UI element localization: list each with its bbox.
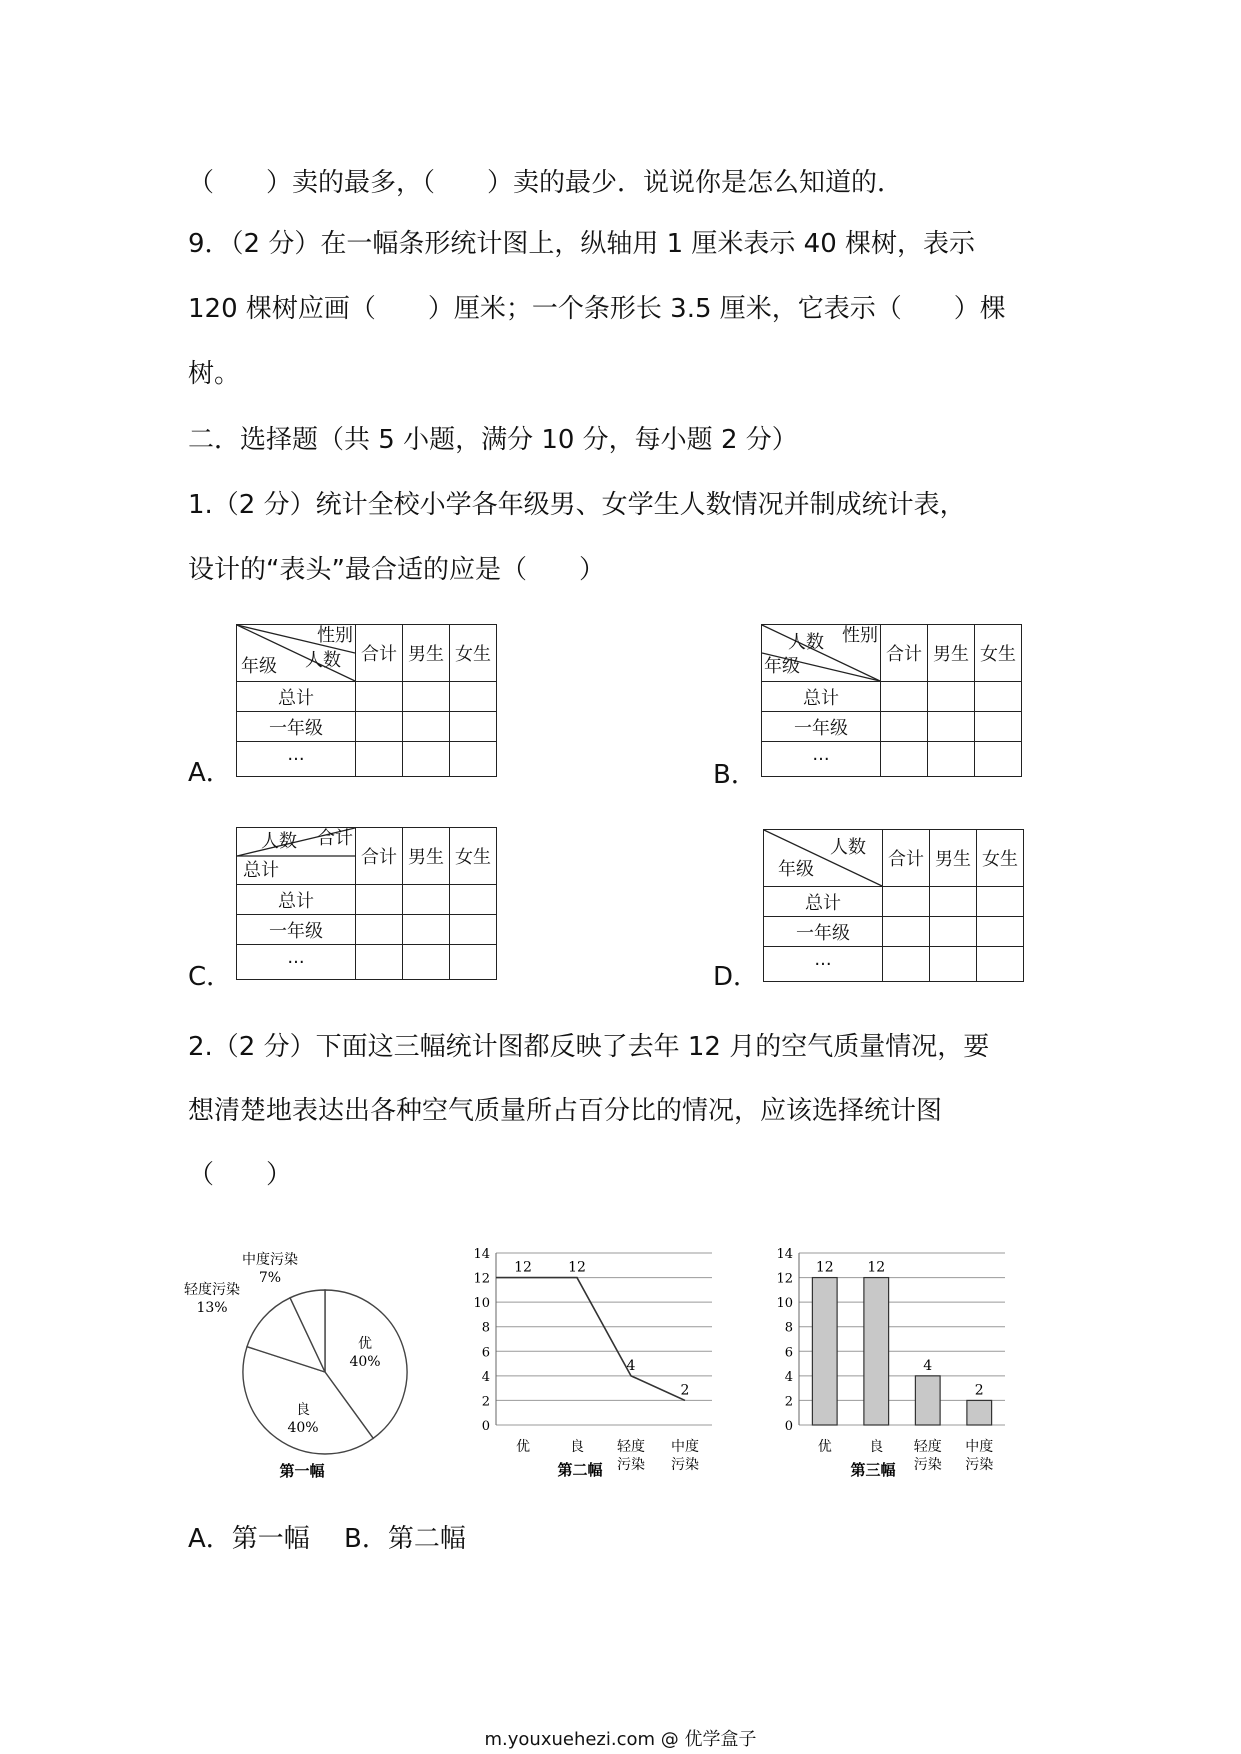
y-tick-label: 14: [473, 1247, 490, 1262]
question-9-line-2: 120 棵树应画（ ）厘米；一个条形长 3.5 厘米，它表示（ ）棵: [188, 294, 1006, 324]
data-label: 4: [923, 1357, 933, 1374]
x-tick-label: 轻度: [617, 1439, 645, 1455]
option-d-table: [763, 829, 1024, 982]
row-label: 一年级: [762, 712, 881, 742]
chart-title: 第二幅: [557, 1461, 603, 1479]
column-header: 合计: [356, 828, 403, 885]
option-c-table: [236, 827, 497, 980]
option-a-letter[interactable]: A．: [188, 758, 232, 788]
question-2-answers: A．第一幅 B．第二幅: [188, 1524, 466, 1554]
slice-label: 良: [296, 1402, 310, 1418]
x-tick-label: 良: [869, 1439, 884, 1455]
question-2-line-2: 想清楚地表达出各种空气质量所占百分比的情况，应该选择统计图: [188, 1096, 943, 1126]
header-middle: 人数: [261, 831, 297, 852]
y-tick-label: 4: [784, 1369, 793, 1385]
option-b-letter[interactable]: B．: [713, 760, 757, 790]
x-tick-label: 污染: [671, 1457, 699, 1473]
header-top-right: 合计: [317, 828, 353, 849]
header-top-right: 性别: [842, 625, 878, 646]
x-tick-label: 污染: [965, 1457, 994, 1473]
row-label: 一年级: [764, 917, 883, 947]
y-tick-label: 6: [784, 1345, 793, 1361]
question-2-line-3: （ ）: [188, 1160, 293, 1190]
slice-percent: 40%: [287, 1420, 319, 1436]
option-c-letter[interactable]: C．: [188, 962, 233, 992]
question-1-line-1: 1.（2 分）统计全校小学各年级男、女学生人数情况并制成统计表，: [188, 490, 966, 520]
bar: [812, 1278, 837, 1425]
y-tick-label: 8: [481, 1320, 490, 1336]
y-tick-label: 4: [481, 1369, 490, 1385]
y-tick-label: 2: [481, 1394, 490, 1410]
slice-label: 中度污染: [242, 1252, 298, 1268]
x-tick-label: 轻度: [913, 1439, 942, 1455]
bar: [864, 1278, 889, 1425]
data-label: 12: [568, 1259, 586, 1276]
x-tick-label: 优: [817, 1439, 832, 1455]
y-tick-label: 2: [784, 1394, 793, 1410]
row-label: 总计: [762, 682, 881, 712]
header-top-right: 性别: [317, 625, 353, 646]
slice-percent: 40%: [349, 1354, 381, 1370]
x-tick-label: 良: [570, 1439, 584, 1455]
column-header: 合计: [883, 830, 930, 887]
data-label: 12: [815, 1259, 834, 1276]
y-tick-label: 10: [776, 1296, 793, 1312]
column-header: 男生: [403, 625, 450, 682]
chart-title: 第一幅: [279, 1462, 325, 1480]
row-label: 总计: [237, 682, 356, 712]
slice-label: 优: [358, 1336, 372, 1352]
header-bottom-left: 总计: [243, 860, 279, 881]
y-tick-label: 8: [784, 1320, 793, 1336]
row-label: ···: [762, 742, 881, 777]
bar: [915, 1376, 940, 1425]
text-line-1: （ ）卖的最多，（ ）卖的最少．说说你是怎么知道的．: [188, 168, 904, 198]
row-label: 一年级: [237, 712, 356, 742]
data-label: 12: [514, 1259, 532, 1276]
header-middle: 人数: [788, 632, 824, 653]
question-9-line-3: 树。: [188, 359, 241, 389]
option-b-table: [761, 624, 1022, 777]
column-header: 男生: [930, 830, 977, 887]
diagonal-header: [237, 625, 356, 682]
section-heading: 二．选择题（共 5 小题，满分 10 分，每小题 2 分）: [188, 425, 798, 455]
footer-watermark: m.youxuehezi.com @ 优学盒子: [484, 1729, 757, 1750]
slice-percent: 13%: [196, 1300, 228, 1316]
row-label: ···: [237, 742, 356, 777]
x-tick-label: 污染: [913, 1457, 942, 1473]
column-header: 男生: [403, 828, 450, 885]
x-tick-label: 中度: [965, 1439, 994, 1455]
question-9-line-1: 9．（2 分）在一幅条形统计图上，纵轴用 1 厘米表示 40 棵树，表示: [188, 229, 976, 259]
y-tick-label: 14: [776, 1247, 793, 1262]
bar: [967, 1400, 992, 1425]
row-label: ···: [764, 947, 883, 982]
row-label: 总计: [764, 887, 883, 917]
header-top-right: 人数: [830, 837, 866, 858]
chart-title: 第三幅: [850, 1461, 896, 1479]
data-label: 4: [626, 1357, 636, 1374]
diagonal-header: [762, 625, 881, 682]
question-1-line-2: 设计的“表头”最合适的应是（ ）: [188, 555, 605, 585]
row-label: ···: [237, 945, 356, 980]
y-tick-label: 6: [481, 1345, 490, 1361]
option-d-letter[interactable]: D．: [713, 962, 760, 992]
column-header: 女生: [450, 828, 497, 885]
diagonal-header: [237, 828, 356, 885]
data-label: 2: [680, 1382, 690, 1399]
x-tick-label: 污染: [617, 1457, 645, 1473]
data-label: 12: [867, 1259, 886, 1276]
x-tick-label: 中度: [671, 1439, 699, 1455]
column-header: 女生: [450, 625, 497, 682]
header-bottom-left: 年级: [778, 859, 814, 880]
header-bottom-left: 年级: [241, 656, 277, 677]
row-label: 总计: [237, 885, 356, 915]
diagonal-header: [764, 830, 883, 887]
question-2-line-1: 2.（2 分）下面这三幅统计图都反映了去年 12 月的空气质量情况，要: [188, 1032, 990, 1062]
option-a-table: [236, 624, 497, 777]
line-series: [496, 1278, 685, 1401]
data-label: 2: [974, 1382, 984, 1399]
column-header: 女生: [977, 830, 1024, 887]
column-header: 女生: [975, 625, 1022, 682]
slice-percent: 7%: [258, 1270, 282, 1286]
bar-chart: [755, 1225, 1025, 1485]
y-tick-label: 12: [776, 1271, 793, 1287]
pie-chart: [180, 1240, 440, 1480]
column-header: 合计: [356, 625, 403, 682]
y-tick-label: 10: [473, 1296, 490, 1312]
y-tick-label: 0: [784, 1419, 793, 1434]
y-tick-label: 0: [481, 1419, 490, 1434]
line-chart: [450, 1225, 720, 1485]
y-tick-label: 12: [473, 1271, 490, 1287]
header-middle: 人数: [305, 650, 341, 671]
row-label: 一年级: [237, 915, 356, 945]
x-tick-label: 优: [516, 1439, 530, 1455]
column-header: 男生: [928, 625, 975, 682]
header-bottom-left: 年级: [764, 656, 800, 677]
slice-label: 轻度污染: [184, 1282, 240, 1298]
column-header: 合计: [881, 625, 928, 682]
